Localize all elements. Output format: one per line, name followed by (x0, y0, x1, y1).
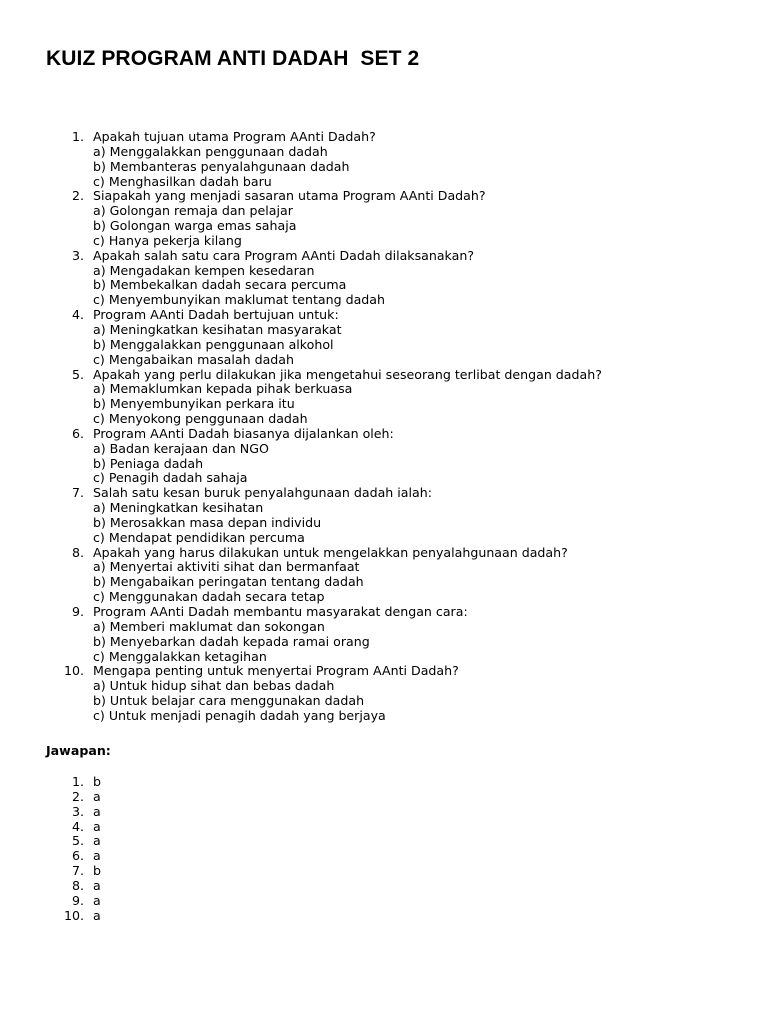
question-item (0, 130, 768, 189)
answer-option: b) Menyebarkan dadah kepada ramai orang (93, 633, 370, 649)
question-number: 10. (63, 663, 84, 679)
option-line (0, 442, 768, 457)
answer-key-item (0, 790, 768, 805)
answer-option: b) Membekalkan dadah secara percuma (93, 277, 347, 293)
question-number: 9. (71, 604, 84, 619)
question-text: Salah satu kesan buruk penyalahgunaan dadah ialah: (93, 485, 432, 501)
option-line (0, 397, 768, 412)
answer-option: c) Hanya pekerja kilang (93, 232, 242, 248)
question-text: Program AAnti Dadah membantu masyarakat dengan cara: (93, 604, 468, 619)
question-line (0, 427, 768, 442)
answer-key-number: 5. (71, 833, 84, 849)
answer-key-item (0, 775, 768, 790)
answer-option: a) Menyertai aktiviti sihat dan bermanfaat (93, 559, 360, 575)
answers-heading: Jawapan: (46, 743, 111, 758)
option-line (0, 709, 768, 724)
answer-key-item (0, 864, 768, 879)
question-text: Siapakah yang menjadi sasaran utama Program AAnti Dadah? (93, 188, 486, 204)
answer-key-value: a (93, 877, 101, 893)
answer-option: c) Mengabaikan masalah dadah (93, 351, 295, 367)
option-line (0, 204, 768, 219)
question-number: 6. (71, 425, 84, 441)
answer-key-value: a (93, 788, 101, 804)
answer-option: c) Menghasilkan dadah baru (93, 173, 272, 189)
option-line (0, 457, 768, 472)
answer-option: b) Mengabaikan peringatan tentang dadah (93, 574, 364, 590)
answer-option: c) Menggalakkan ketagihan (93, 648, 267, 664)
answer-key-number: 4. (71, 818, 84, 834)
question-line (0, 546, 768, 561)
answer-key-item (0, 834, 768, 849)
option-line (0, 679, 768, 694)
answer-key-value: a (93, 892, 101, 908)
question-number: 8. (71, 544, 84, 560)
question-item (0, 249, 768, 308)
option-line (0, 531, 768, 546)
option-line (0, 160, 768, 175)
answer-option: a) Golongan remaja dan pelajar (93, 203, 293, 219)
answer-option: a) Meningkatkan kesihatan masyarakat (93, 321, 342, 337)
option-line (0, 620, 768, 635)
option-line (0, 382, 768, 397)
answer-key-value: a (93, 803, 101, 819)
option-line (0, 278, 768, 293)
question-line (0, 249, 768, 264)
question-item (0, 308, 768, 367)
question-item (0, 546, 768, 605)
answer-option: c) Menggunakan dadah secara tetap (93, 589, 325, 605)
answer-list (0, 775, 768, 923)
option-line (0, 471, 768, 486)
answer-key-value: b (93, 774, 101, 789)
answer-option: b) Menyembunyikan perkara itu (93, 396, 295, 412)
question-number: 3. (71, 247, 84, 263)
question-text: Program AAnti Dadah bertujuan untuk: (93, 307, 339, 323)
answer-key-item (0, 820, 768, 835)
option-line (0, 353, 768, 368)
question-line (0, 308, 768, 323)
question-item (0, 427, 768, 486)
option-line (0, 145, 768, 160)
option-line (0, 560, 768, 575)
question-line (0, 130, 768, 145)
option-line (0, 293, 768, 308)
answer-key-number: 7. (71, 863, 84, 879)
option-line (0, 501, 768, 516)
answer-option: c) Penagih dadah sahaja (93, 470, 248, 486)
question-text: Mengapa penting untuk menyertai Program AAnti Dadah? (93, 663, 459, 679)
option-line (0, 590, 768, 605)
question-list (0, 130, 768, 724)
answer-key-value: b (93, 863, 101, 879)
question-text: Apakah yang perlu dilakukan jika mengetahui seseorang terlibat dengan dadah? (93, 366, 602, 382)
question-number: 2. (71, 188, 84, 204)
option-line (0, 650, 768, 665)
answer-key-number: 10. (63, 907, 84, 923)
question-line (0, 664, 768, 679)
answer-key-item (0, 849, 768, 864)
answer-key-value: a (93, 818, 101, 834)
question-line (0, 486, 768, 501)
answer-key-number: 2. (71, 788, 84, 804)
answer-option: a) Menggalakkan penggunaan dadah (93, 143, 328, 159)
question-number: 4. (71, 307, 84, 323)
answer-option: c) Mendapat pendidikan percuma (93, 529, 305, 545)
answer-option: a) Mengadakan kempen kesedaran (93, 262, 315, 278)
answer-option: a) Untuk hidup sihat dan bebas dadah (93, 678, 335, 694)
option-line (0, 175, 768, 190)
option-line (0, 635, 768, 650)
document-title: KUIZ PROGRAM ANTI DADAH SET 2 (46, 47, 420, 70)
answer-option: c) Untuk menjadi penagih dadah yang berjaya (93, 707, 386, 723)
answer-key-item (0, 805, 768, 820)
answer-key-number: 9. (71, 892, 84, 908)
answer-key-number: 3. (71, 803, 84, 819)
question-line (0, 368, 768, 383)
question-item (0, 605, 768, 664)
question-number: 1. (71, 129, 84, 144)
answer-option: a) Badan kerajaan dan NGO (93, 440, 269, 456)
question-line (0, 189, 768, 204)
answer-key-item (0, 894, 768, 909)
answer-key-value: a (93, 848, 101, 864)
answer-key-value: a (93, 833, 101, 849)
option-line (0, 264, 768, 279)
answer-key-item (0, 879, 768, 894)
question-text: Apakah tujuan utama Program AAnti Dadah? (93, 129, 376, 144)
answer-option: b) Menggalakkan penggunaan alkohol (93, 336, 334, 352)
answer-key-number: 6. (71, 848, 84, 864)
option-line (0, 694, 768, 709)
answer-option: b) Merosakkan masa depan individu (93, 514, 322, 530)
option-line (0, 219, 768, 234)
question-item (0, 664, 768, 723)
question-text: Apakah salah satu cara Program AAnti Dadah dilaksanakan? (93, 247, 475, 263)
answer-option: c) Menyembunyikan maklumat tentang dadah (93, 292, 385, 308)
answer-key-number: 1. (71, 774, 84, 789)
answer-option: a) Meningkatkan kesihatan (93, 500, 264, 516)
question-line (0, 605, 768, 620)
question-item (0, 189, 768, 248)
option-line (0, 516, 768, 531)
option-line (0, 338, 768, 353)
answer-option: b) Untuk belajar cara menggunakan dadah (93, 693, 365, 709)
option-line (0, 412, 768, 427)
answer-option: b) Golongan warga emas sahaja (93, 218, 297, 234)
question-text: Program AAnti Dadah biasanya dijalankan oleh: (93, 425, 394, 441)
answer-option: b) Peniaga dadah (93, 455, 204, 471)
question-number: 5. (71, 366, 84, 382)
question-item (0, 486, 768, 545)
option-line (0, 234, 768, 249)
question-item (0, 368, 768, 427)
answer-option: c) Menyokong penggunaan dadah (93, 411, 308, 427)
question-text: Apakah yang harus dilakukan untuk mengelakkan penyalahgunaan dadah? (93, 544, 568, 560)
answer-key-value: a (93, 907, 101, 923)
answer-key-number: 8. (71, 877, 84, 893)
option-line (0, 323, 768, 338)
answer-option: a) Memaklumkan kepada pihak berkuasa (93, 381, 353, 397)
question-number: 7. (71, 485, 84, 501)
option-line (0, 575, 768, 590)
answer-option: a) Memberi maklumat dan sokongan (93, 618, 325, 634)
answer-option: b) Membanteras penyalahgunaan dadah (93, 158, 350, 174)
answer-key-item (0, 909, 768, 924)
